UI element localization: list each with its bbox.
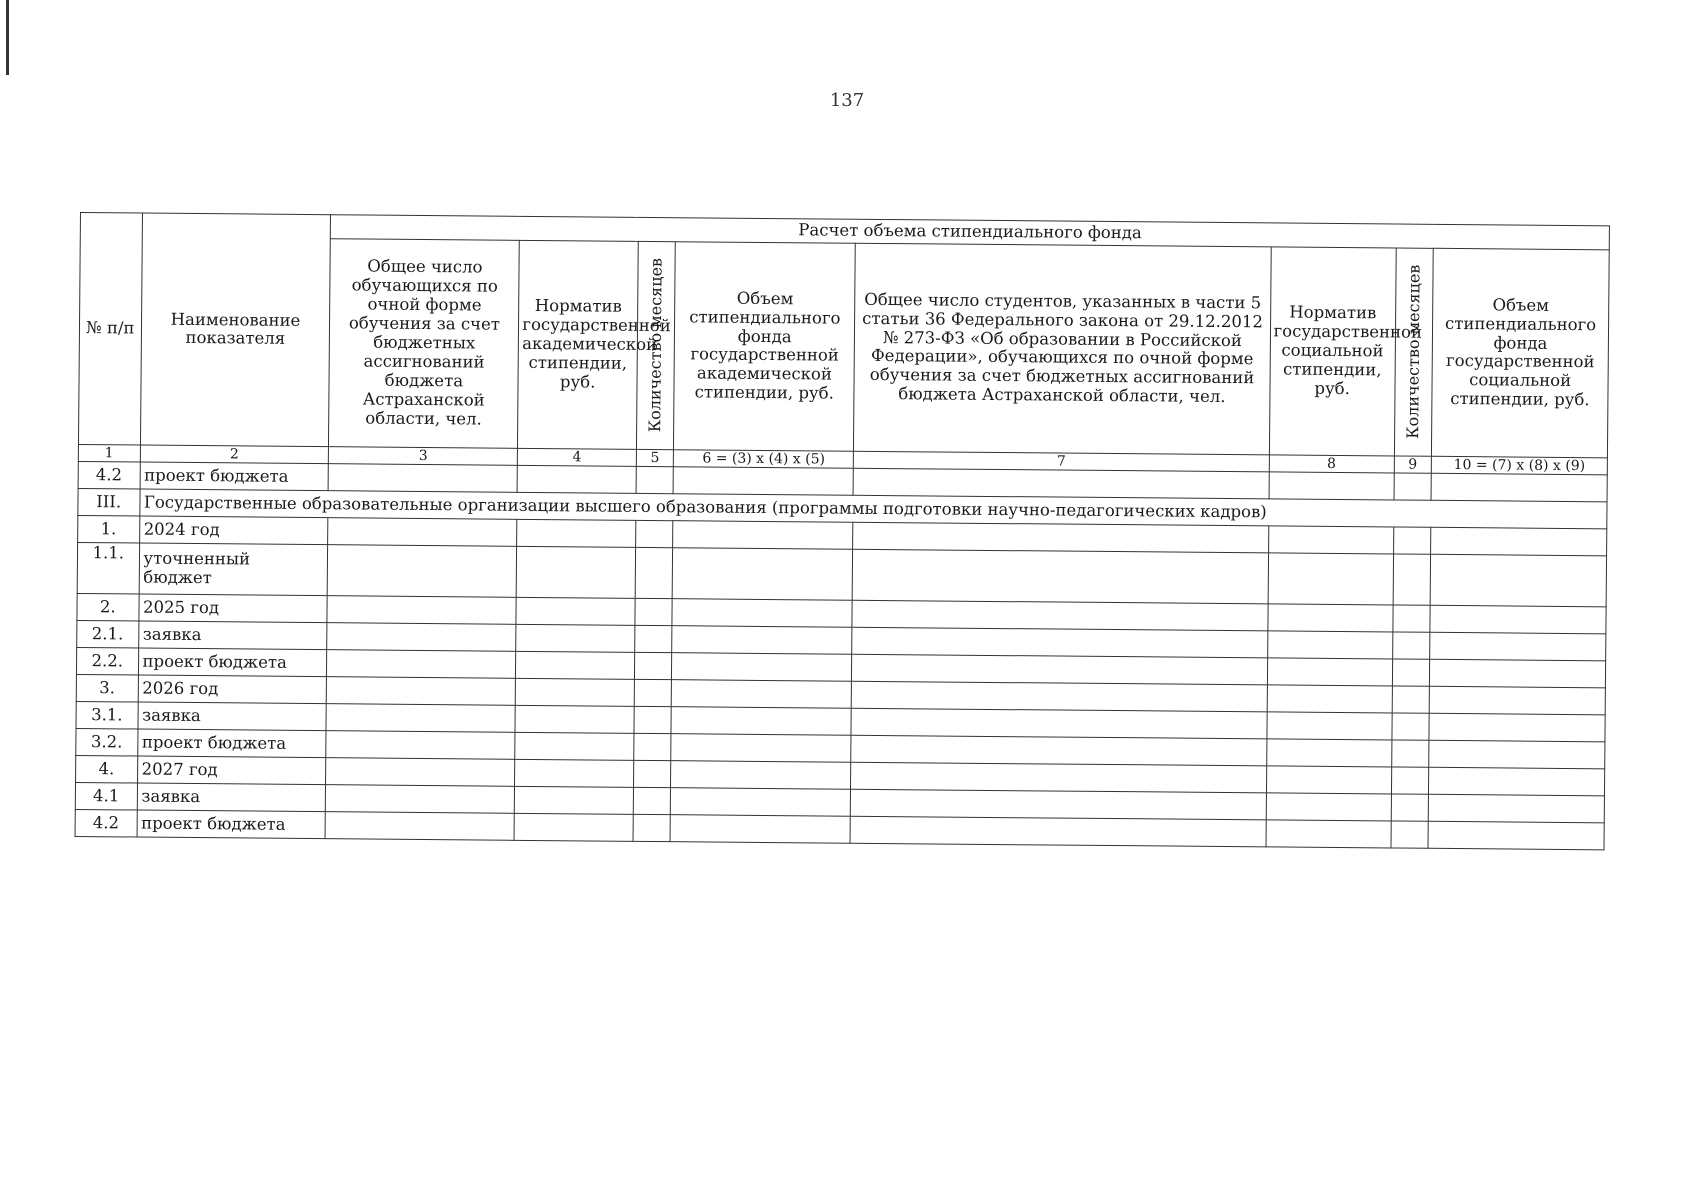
section-label: Государственные образовательные организации высшего образования (программы подготовки научно-педагогических кадров) — [139, 489, 1607, 529]
scan-margin-line — [6, 0, 9, 75]
row-label: 2024 год — [139, 516, 328, 545]
col-number: 4 — [518, 448, 637, 466]
row-number: 2.1. — [77, 621, 139, 649]
row-label: заявка — [137, 783, 326, 812]
row-label: 2027 год — [137, 756, 326, 785]
col-header-9-text: Количество месяцев — [1402, 264, 1424, 440]
stipend-fund-table — [75, 212, 1610, 850]
row-label: заявка — [138, 621, 327, 650]
section-number: III. — [78, 489, 140, 517]
col-number: 6 = (3) x (4) x (5) — [674, 450, 854, 469]
group-header: Расчет объема стипендиального фонда — [331, 215, 1610, 250]
col-header-8: Норматив государственной социальной стипендии, руб. — [1269, 247, 1396, 456]
col-number: 8 — [1269, 455, 1394, 473]
row-label: 2026 год — [138, 675, 327, 704]
col-number: 5 — [636, 449, 673, 466]
col-number: 9 — [1394, 456, 1431, 473]
col-header-2: Наименование показателя — [140, 213, 331, 447]
col-header-5-text: Количество месяцев — [644, 258, 666, 433]
row-label: заявка — [137, 702, 326, 731]
row-number: 4. — [76, 756, 138, 784]
col-number: 2 — [140, 445, 329, 464]
col-header-1: № п/п — [78, 213, 142, 445]
col-number: 10 = (7) x (8) x (9) — [1431, 456, 1607, 475]
row-number: 4.1 — [75, 783, 137, 811]
row-number: 3. — [76, 675, 138, 703]
row-number: 1.1. — [77, 543, 139, 595]
stipend-fund-table-wrapper — [75, 212, 1610, 850]
col-number: 1 — [78, 444, 140, 462]
row-number: 1. — [78, 516, 140, 544]
row-label: проект бюджета — [137, 729, 326, 758]
row-label: проект бюджета — [140, 462, 329, 491]
row-number: 4.2 — [78, 462, 140, 490]
row-number: 3.2. — [76, 729, 138, 757]
row-label: проект бюджета — [137, 810, 326, 839]
page-number: 137 — [829, 90, 865, 111]
col-header-7: Общее число студентов, указанных в части 5 статьи 36 Федерального закона от 29.12.2012 № 273-ФЗ «Об образовании в Российской Федерации», обучающихся по очной форме обучения за счет бюджетных ассигнований бюджета Астраханской области, чел. — [854, 243, 1271, 455]
row-number: 2.2. — [76, 648, 138, 676]
row-number: 4.2 — [75, 810, 137, 838]
col-header-10: Объем стипендиального фонда государственной социальной стипендии, руб. — [1431, 248, 1609, 458]
row-number: 2. — [77, 594, 139, 622]
row-label: 2025 год — [138, 594, 327, 623]
row-label: уточненный бюджет — [139, 543, 328, 596]
row-label: проект бюджета — [138, 648, 327, 677]
row-number: 3.1. — [76, 702, 138, 730]
col-header-9 — [1394, 248, 1433, 456]
col-header-4: Норматив государственной академической стипендии, руб. — [518, 240, 638, 449]
col-header-3: Общее число обучающихся по очной форме обучения за счет бюджетных ассигнований бюджета Астраханской области, чел. — [329, 239, 520, 449]
col-number: 3 — [329, 447, 518, 466]
col-number: 7 — [854, 451, 1269, 472]
col-header-6: Объем стипендиального фонда государственной академической стипендии, руб. — [674, 242, 856, 452]
